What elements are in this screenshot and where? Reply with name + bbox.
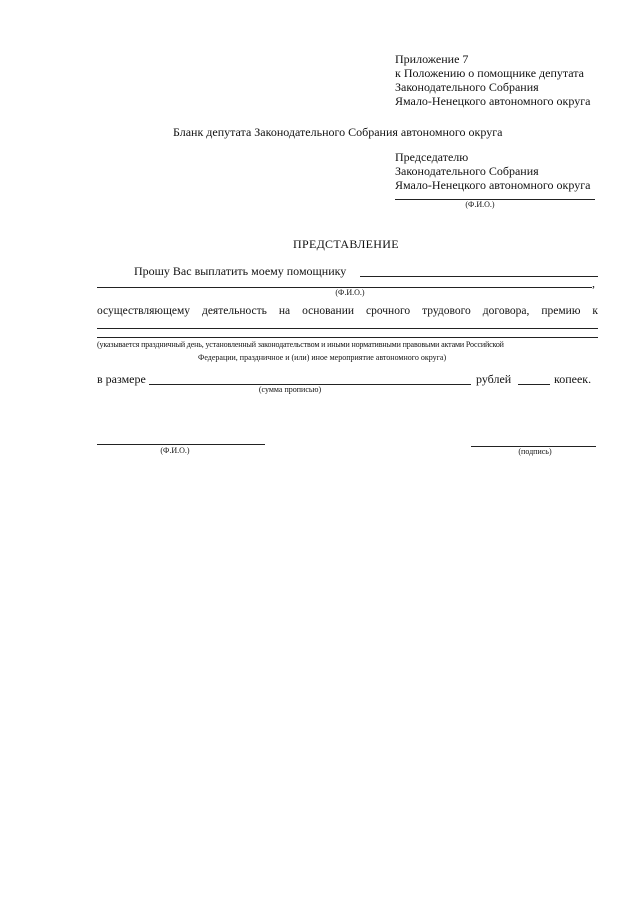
holiday-line (97, 328, 598, 329)
holiday-caption-line-1: (указывается праздничный день, установленный законодательством и иными нормативными правовыми актами Российской (97, 340, 504, 349)
appendix-line-1: Приложение 7 (395, 52, 469, 66)
contract-word: срочного (365, 305, 411, 317)
contract-word: деятельность (201, 305, 267, 317)
signature-caption: (подпись) (518, 447, 552, 456)
contract-word: основании (302, 305, 354, 317)
addressee-line-2: Законодательного Собрания (395, 164, 539, 178)
appendix-line-2: к Положению о помощнике депутата (395, 66, 584, 80)
appendix-line-3: Законодательного Собрания (395, 80, 539, 94)
document-title: ПРЕДСТАВЛЕНИЕ (293, 237, 399, 251)
contract-word: трудового (422, 305, 471, 317)
appendix-line-4: Ямало-Ненецкого автономного округа (395, 94, 591, 108)
contract-word: премию (541, 305, 581, 317)
addressee-line-1: Председателю (395, 150, 469, 164)
signer-fio-line (97, 444, 265, 445)
contract-text-line (97, 304, 598, 318)
request-text: Прошу Вас выплатить моему помощнику (134, 264, 347, 278)
comma: , (592, 276, 595, 290)
assistant-name-line-1 (360, 276, 598, 277)
contract-word: договора, (482, 305, 530, 317)
rubles-label: рублей (476, 372, 512, 386)
holiday-caption-line-2: Федерации, праздничное и (или) иное мероприятие автономного округа) (198, 353, 447, 362)
contract-word: на (278, 305, 291, 317)
holiday-underline (97, 337, 598, 338)
assistant-fio-caption: (Ф.И.О.) (335, 288, 365, 297)
amount-caption: (сумма прописью) (258, 385, 322, 394)
contract-word: осуществляющему (97, 305, 190, 317)
letterhead-text: Бланк депутата Законодательного Собрания автономного округа (173, 125, 503, 139)
addressee-fio-caption: (Ф.И.О.) (465, 200, 495, 209)
kopeks-label: копеек. (554, 372, 592, 386)
addressee-line-3: Ямало-Ненецкого автономного округа (395, 178, 591, 192)
kopeks-line (518, 384, 550, 385)
contract-word: к (592, 305, 598, 317)
signer-fio-caption: (Ф.И.О.) (160, 446, 190, 455)
amount-label: в размере (97, 372, 146, 386)
